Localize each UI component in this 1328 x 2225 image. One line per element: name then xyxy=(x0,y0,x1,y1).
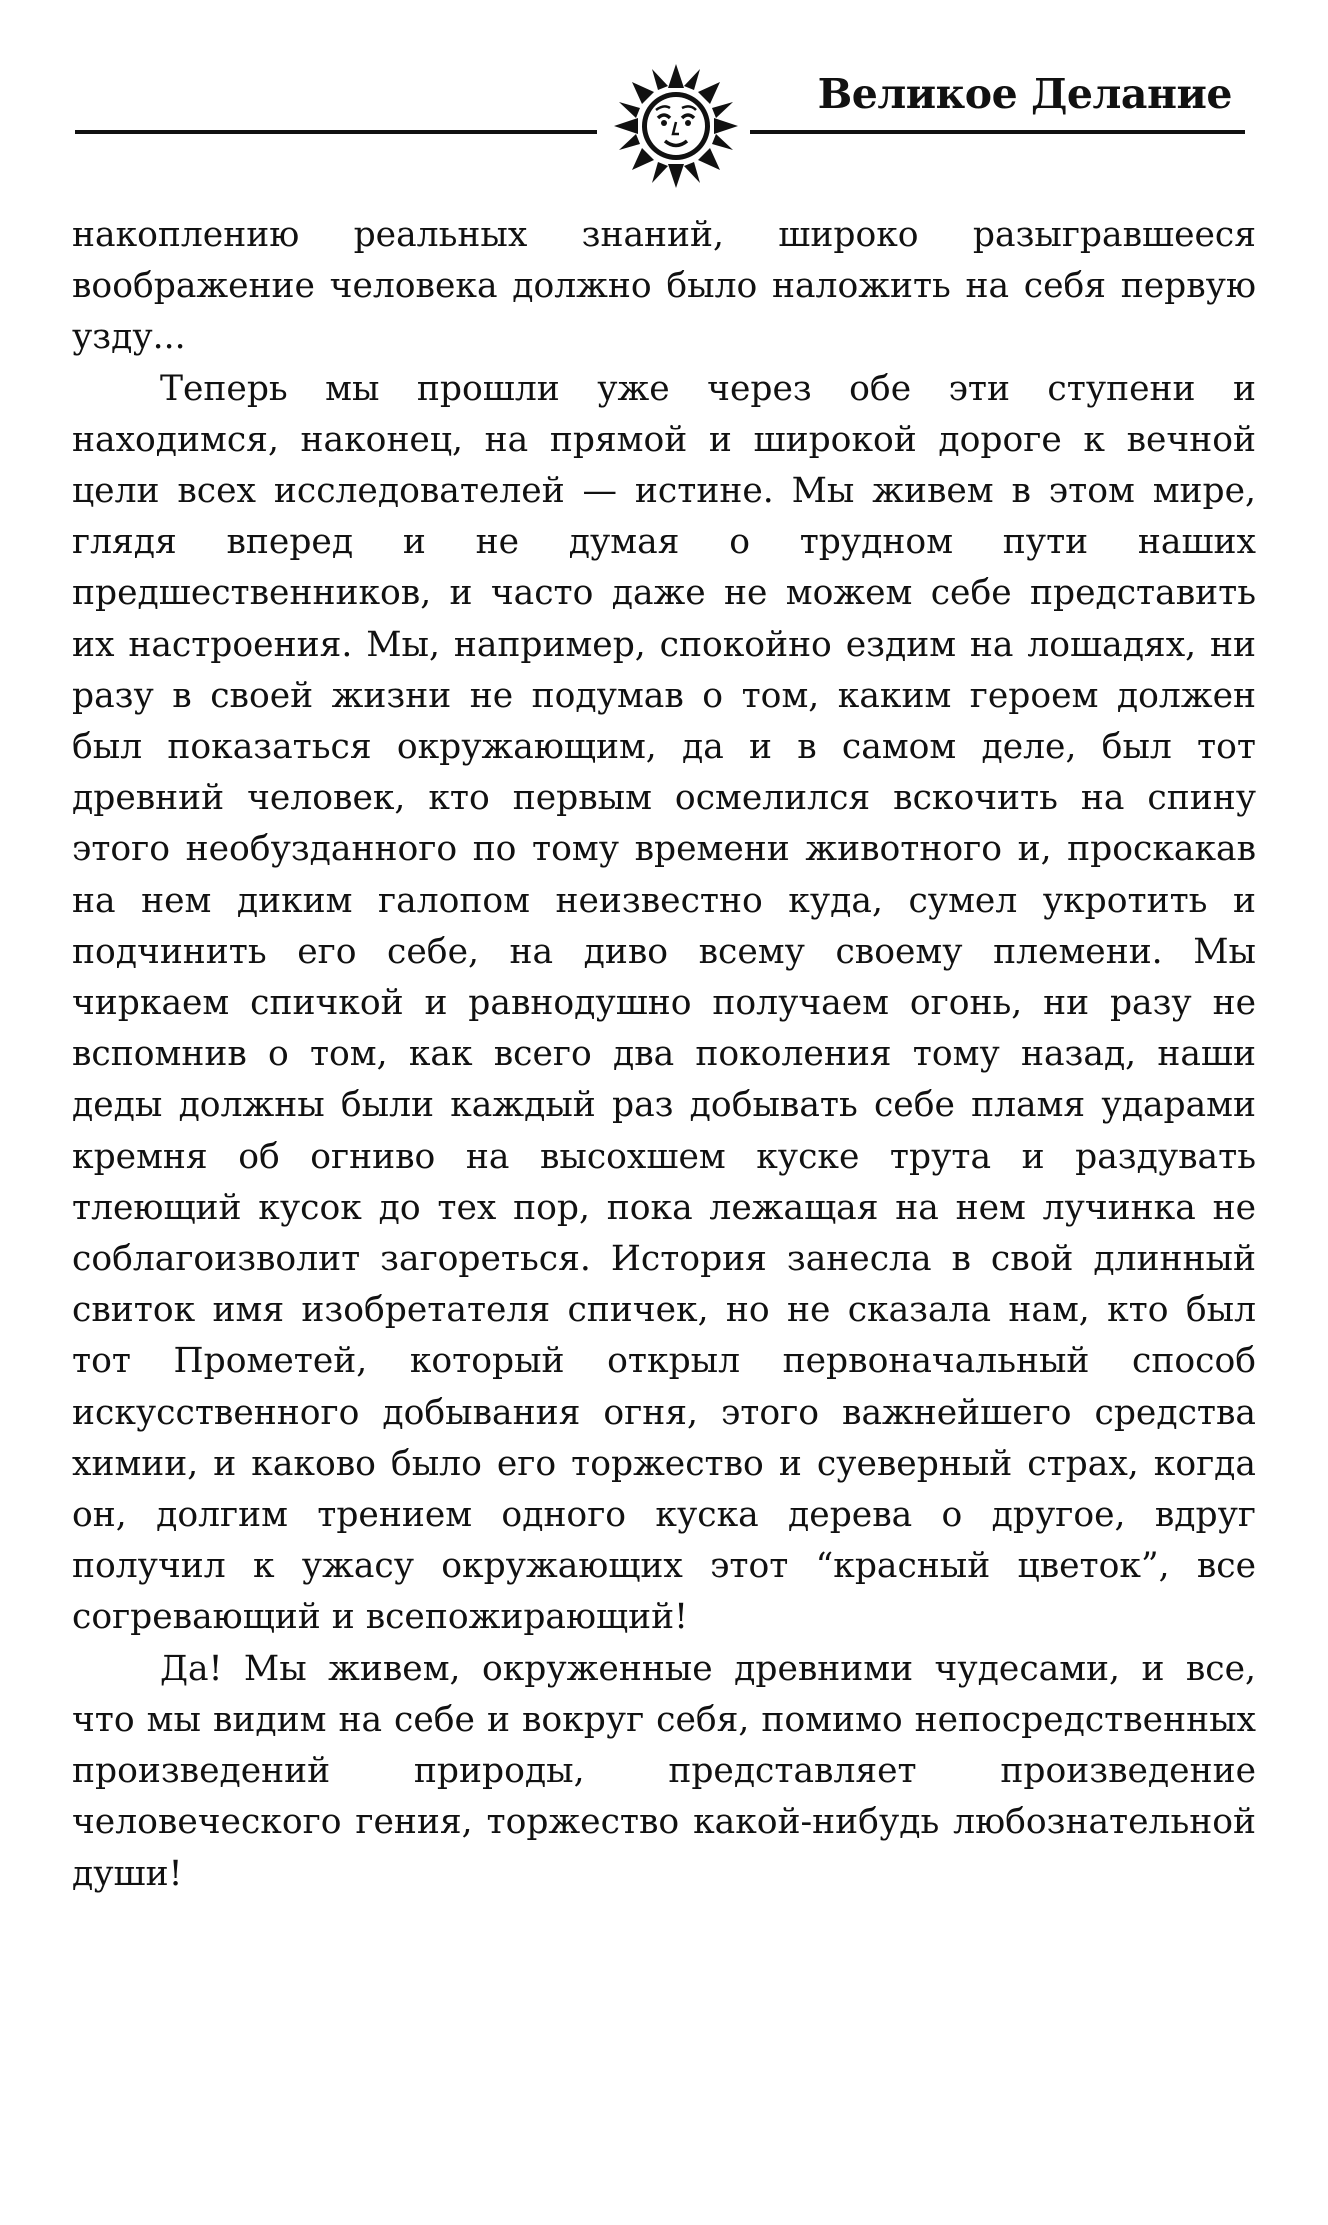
paragraph: Теперь мы прошли уже через обе эти ступени и находимся, наконец, на прямой и широкой дороге к вечной цели всех исследователей — истине. Мы живем в этом мире, глядя вперед и не думая о трудном пути наших предшественников, и часто даже не можем себе представить их настроения. Мы, например, спокойно ездим на лошадях, ни разу в своей жизни не подумав о том, каким героем должен был показаться окружающим, да и в самом деле, был тот древний человек, кто первым осмелился вскочить на спину этого необузданного по тому времени животного и, проскакав на нем диким галопом неизвестно куда, сумел укротить и подчинить его себе, на диво всему своему племени. Мы чиркаем спичкой и равнодушно получаем огонь, ни разу не вспомнив о том, как всего два поколения тому назад, наши деды должны были каждый раз добывать себе пламя ударами кремня об огниво на высохшем куске трута и раздувать тлеющий кусок до тех пор, пока лежащая на нем лучинка не соблагоизволит загореться. История занесла в свой длинный свиток имя изобретателя спичек, но не сказала нам, кто был тот Прометей, который открыл первоначальный способ искусственного добывания огня, этого важнейшего средства химии, и каково было его торжество и суеверный страх, когда он, долгим трением одного куска дерева о другое, вдруг получил к ужасу окружающих этот “красный цветок”, все согревающий и всепожирающий! xyxy=(72,368,1256,1638)
header-rule-right xyxy=(750,130,1245,134)
page-header xyxy=(70,60,1260,200)
sun-face-icon xyxy=(610,60,742,192)
header-rule-left xyxy=(75,130,597,134)
body-text xyxy=(72,210,1256,1900)
paragraph-continuation: накоплению реальных знаний, широко разыгравшееся воображение человека должно было наложить на себя первую узду... xyxy=(72,215,1256,358)
running-title: Великое Делание xyxy=(817,70,1232,118)
paragraph: Да! Мы живем, окруженные древними чудесами, и все, что мы видим на себе и вокруг себя, помимо непосредственных произведений природы, представляет произведение человеческого гения, торжество какой-нибудь любознательной души! xyxy=(72,1648,1256,1894)
